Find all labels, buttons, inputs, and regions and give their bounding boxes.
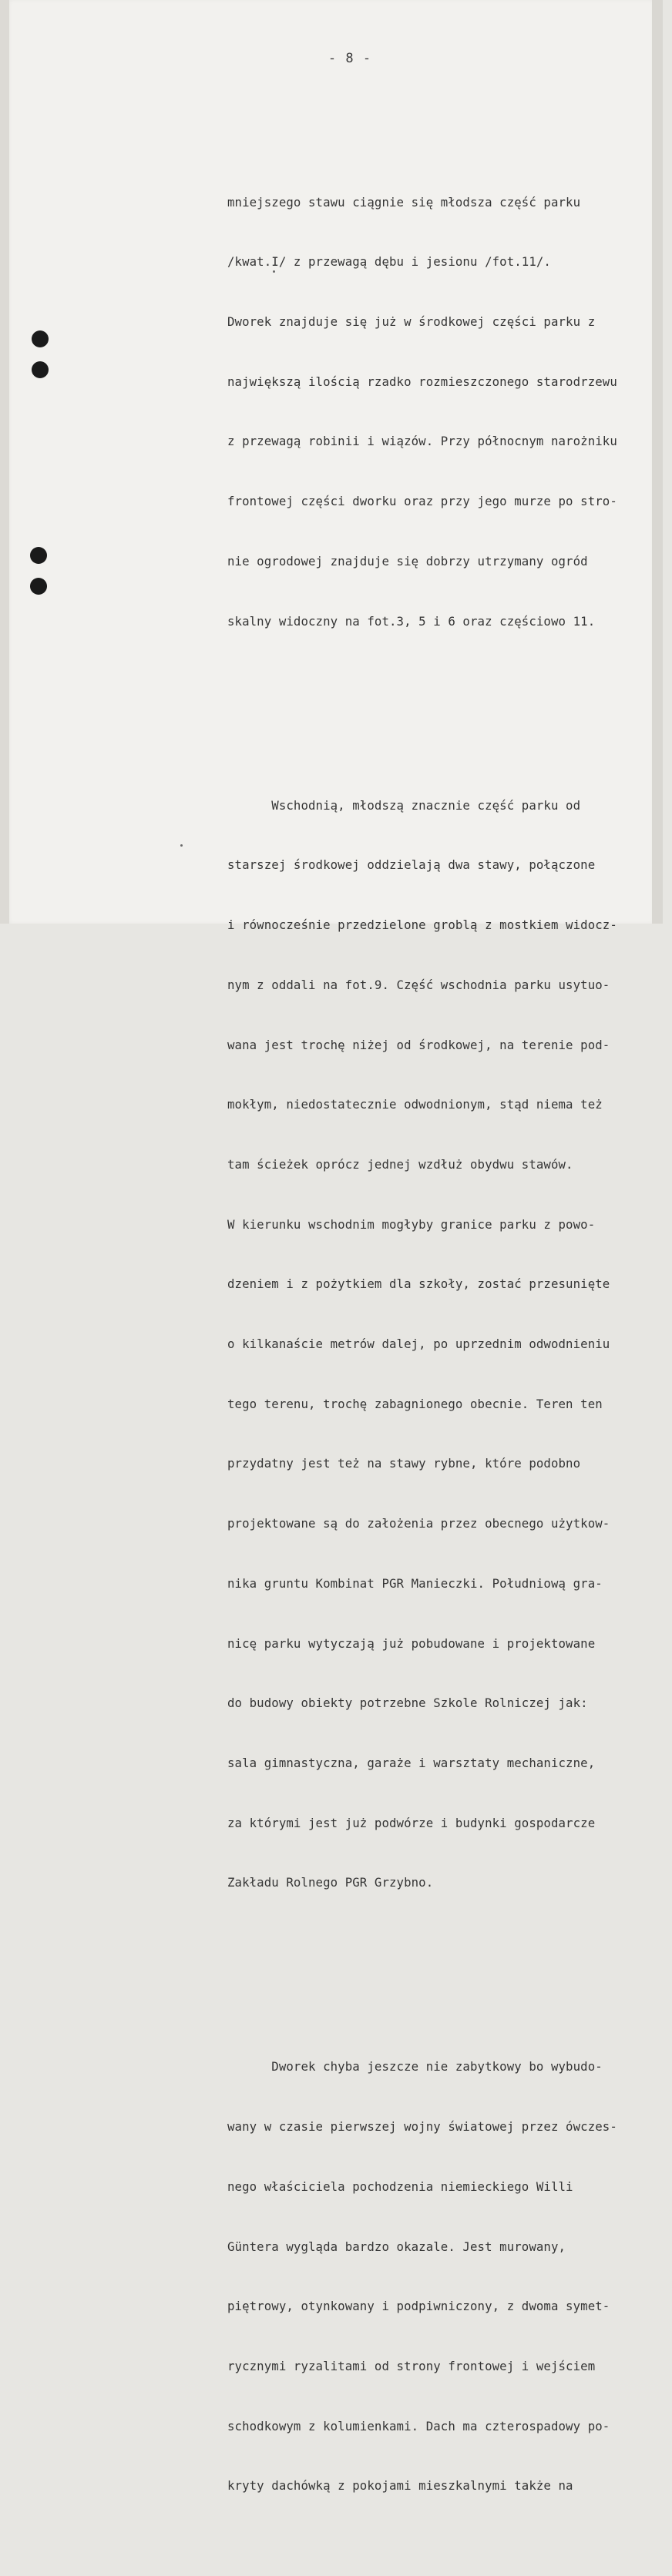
text-line: Zakładu Rolnego PGR Grzybno. [227, 1875, 434, 1890]
text-line: kryty dachówką z pokojami mieszkalnymi także na [227, 2478, 573, 2494]
paper-speck [180, 844, 183, 847]
text-line: starszej środkowej oddzielają dwa stawy, połączone [227, 857, 596, 873]
text-line: /kwat.I/ z przewagą dębu i jesionu /fot.11/. [227, 254, 551, 270]
text-line: piętrowy, otynkowany i podpiwniczony, z dwoma symet- [227, 2299, 610, 2314]
text-line: rycznymi ryzalitami od strony frontowej i wejściem [227, 2359, 596, 2373]
text-line: nika gruntu Kombinat PGR Manieczki. Południową gra- [227, 1575, 603, 1591]
paper-left-edge [0, 0, 9, 924]
document-page [9, 0, 654, 2494]
text-line: wany w czasie pierwszej wojny światowej przez ówczes- [227, 2119, 617, 2135]
text-line: tego terenu, trochę zabagnionego obecnie. Teren ten [227, 1396, 603, 1411]
punch-hole [32, 361, 49, 378]
punch-hole [30, 547, 47, 564]
punch-hole [30, 578, 47, 595]
text-line: Güntera wygląda bardzo okazale. Jest murowany, [227, 2239, 566, 2254]
paragraph-gap [227, 711, 617, 716]
text-line: sala gimnastyczna, garaże i warsztaty mechaniczne, [227, 1755, 596, 1770]
text-line: z przewagą robinii i wiązów. Przy północnym narożniku [227, 434, 617, 449]
text-line: i równocześnie przedzielone groblą z mostkiem widocz- [227, 917, 617, 933]
text-line: mniejszego stawu ciągnie się młodsza część parku [227, 194, 581, 210]
text-line: największą ilością rzadko rozmieszczonego starodrzewu [227, 374, 617, 389]
text-line: za którymi jest już podwórze i budynki gospodarcze [227, 1815, 596, 1830]
text-line: dzeniem i z pożytkiem dla szkoły, zostać przesunięte [227, 1276, 610, 1292]
text-line: nego właściciela pochodzenia niemieckiego Willi [227, 2179, 573, 2194]
text-line: W kierunku wschodnim mogłyby granice parku z powo- [227, 1216, 596, 1232]
text-line: Dworek znajduje się już w środkowej części parku z [227, 314, 596, 330]
text-line: frontowej części dworku oraz przy jego murze po stro- [227, 494, 617, 509]
punch-hole [32, 330, 49, 347]
text-line: tam ścieżek oprócz jednej wzdłuż obydwu stawów. [227, 1156, 573, 1172]
paragraph-1 [227, 153, 617, 671]
text-line: do budowy obiekty potrzebne Szkole Rolniczej jak: [227, 1696, 588, 1711]
body-text [227, 112, 617, 2576]
text-line: nie ogrodowej znajduje się dobrzy utrzymany ogród [227, 553, 588, 569]
text-line: o kilkanaście metrów dalej, po uprzednim odwodnieniu [227, 1337, 610, 1352]
paragraph-gap [227, 1973, 617, 1977]
text-line: nicę parku wytyczają już pobudowane i projektowane [227, 1635, 596, 1651]
text-line: skalny widoczny na fot.3, 5 i 6 oraz częściowo 11. [227, 613, 596, 629]
text-line: projektowane są do założenia przez obecnego użytkow- [227, 1516, 610, 1531]
text-line: schodkowym z kolumienkami. Dach ma czterospadowy po- [227, 2418, 610, 2433]
text-line: Wschodnią, młodszą znacznie część parku od [227, 797, 581, 813]
text-line: Dworek chyba jeszcze nie zabytkowy bo wybudo- [227, 2059, 603, 2075]
paper-right-edge [652, 0, 663, 924]
page-number: - 8 - [328, 51, 372, 66]
text-line: nym z oddali na fot.9. Część wschodnia parku usytuo- [227, 977, 610, 992]
text-line: przydatny jest też na stawy rybne, które podobno [227, 1456, 581, 1471]
paragraph-3 [227, 2018, 617, 2536]
paragraph-2 [227, 756, 617, 1933]
text-line: mokłym, niedostatecznie odwodnionym, stąd niema też [227, 1097, 603, 1112]
paper-speck [273, 270, 275, 273]
text-line: wana jest trochę niżej od środkowej, na terenie pod- [227, 1037, 610, 1052]
